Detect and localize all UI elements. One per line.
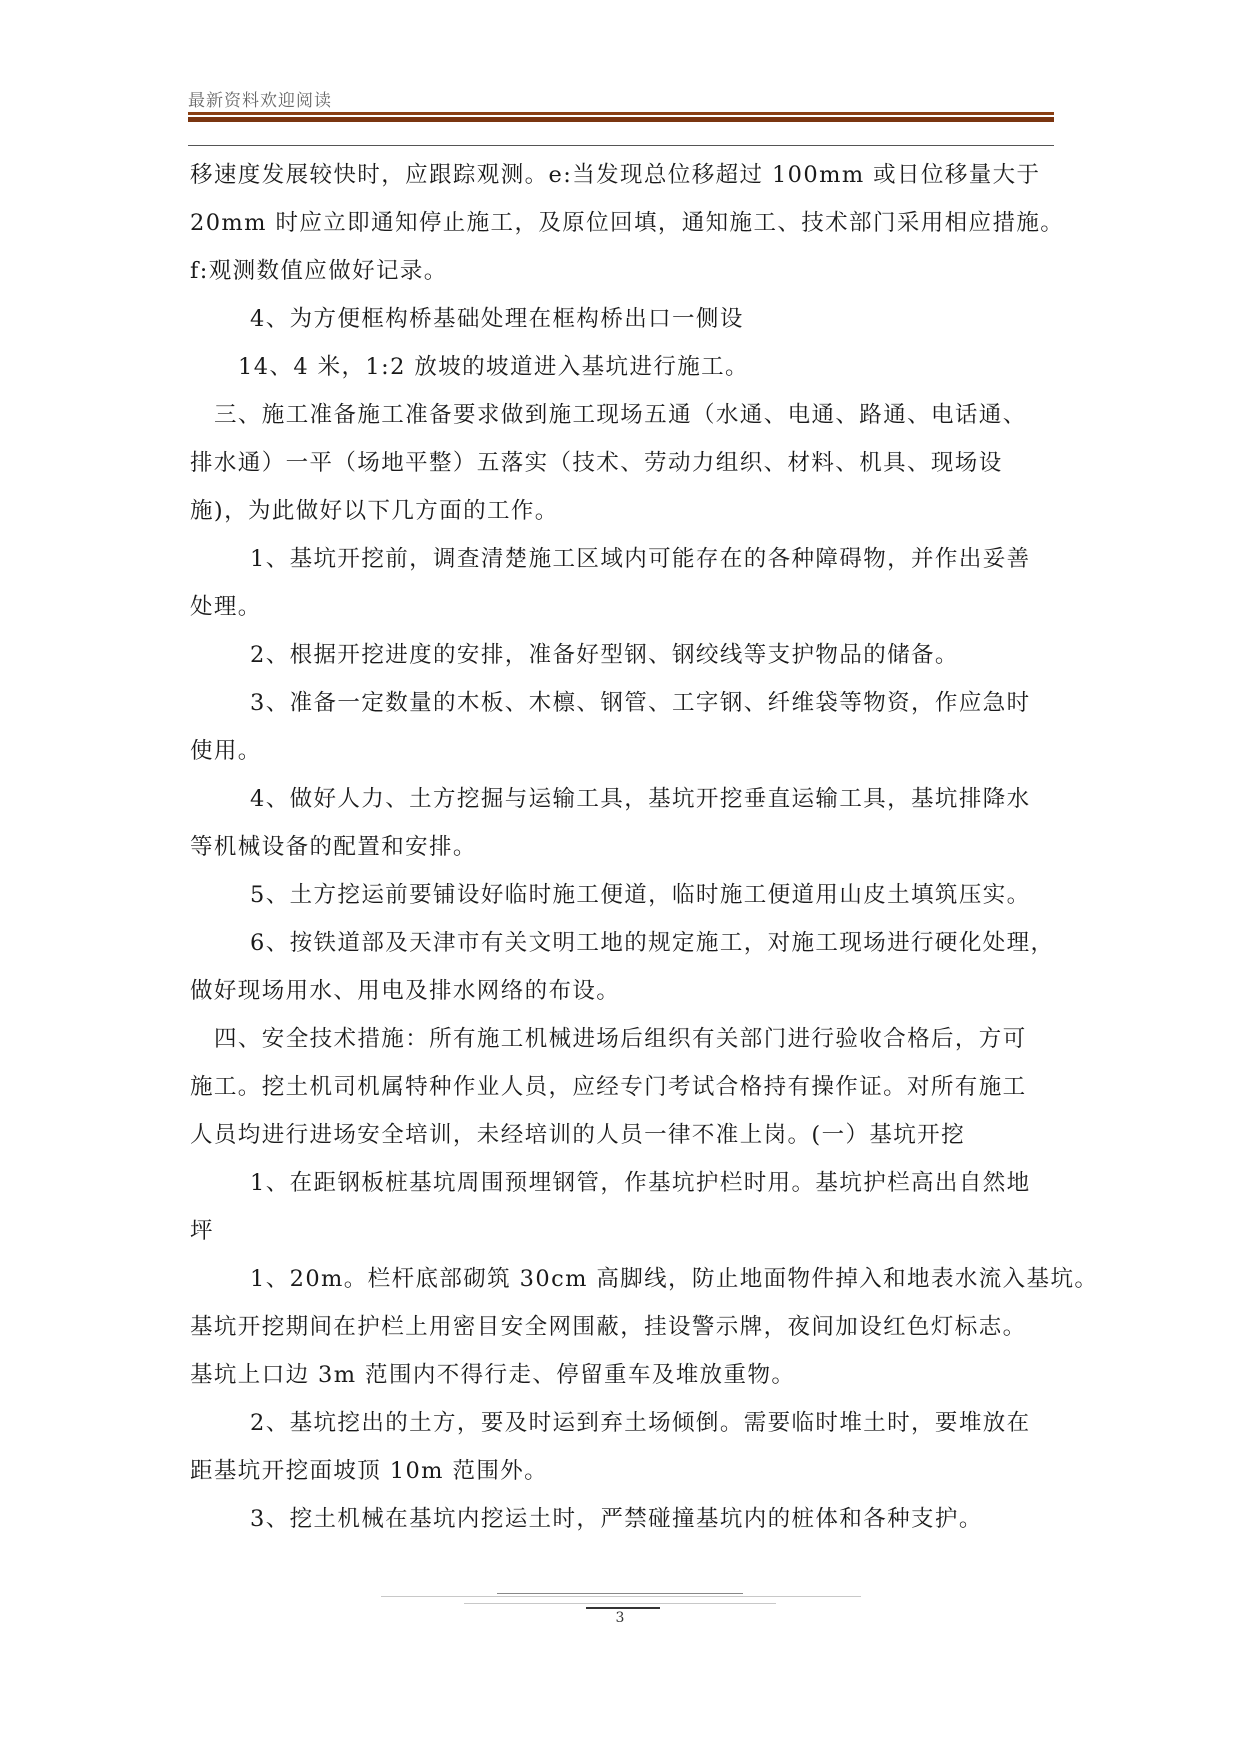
page-number: 3 (615, 1610, 625, 1626)
text-line: 基坑开挖期间在护栏上用密目安全网围蔽，挂设警示牌，夜间加设红色灯标志。 (190, 1314, 1027, 1340)
text-line: 2、基坑挖出的土方，要及时运到弃土场倾倒。需要临时堆土时，要堆放在 (250, 1410, 1031, 1436)
text-line: 距基坑开挖面坡顶 10m 范围外。 (190, 1458, 549, 1484)
header-rule-upper (188, 112, 1054, 115)
text-line: 等机械设备的配置和安排。 (190, 834, 477, 860)
text-line: 三、施工准备施工准备要求做到施工现场五通（水通、电通、路通、电话通、 (214, 402, 1027, 428)
footer-rule (497, 1593, 743, 1594)
text-line: 处理。 (190, 594, 262, 620)
text-line: 3、挖土机械在基坑内挖运土时，严禁碰撞基坑内的桩体和各种支护。 (250, 1506, 983, 1532)
text-line: f:观测数值应做好记录。 (190, 258, 448, 284)
header-rule-thin (188, 145, 1054, 146)
footer-rule (381, 1596, 861, 1597)
text-line: 2、根据开挖进度的安排，准备好型钢、钢绞线等支护物品的储备。 (250, 642, 959, 668)
text-line: 14、4 米，1:2 放坡的坡道进入基坑进行施工。 (238, 354, 749, 380)
text-line: 使用。 (190, 738, 262, 764)
text-line: 坪 (190, 1218, 214, 1244)
header-rule-lower (188, 117, 1054, 122)
text-line: 四、安全技术措施：所有施工机械进场后组织有关部门进行验收合格后，方可 (214, 1026, 1027, 1052)
text-line: 施工。挖土机司机属特种作业人员，应经专门考试合格持有操作证。对所有施工 (190, 1074, 1027, 1100)
text-line: 3、准备一定数量的木板、木檩、钢管、工字钢、纤维袋等物资，作应急时 (250, 690, 1031, 716)
text-line: 做好现场用水、用电及排水网络的布设。 (190, 978, 621, 1004)
text-line: 1、20m。栏杆底部砌筑 30cm 高脚线，防止地面物件掉入和地表水流入基坑。 (250, 1266, 1099, 1292)
text-line: 1、在距钢板桩基坑周围预埋钢管，作基坑护栏时用。基坑护栏高出自然地 (250, 1170, 1031, 1196)
text-line: 4、做好人力、土方挖掘与运输工具，基坑开挖垂直运输工具，基坑排降水 (250, 786, 1031, 812)
text-line: 1、基坑开挖前，调查清楚施工区域内可能存在的各种障碍物，并作出妥善 (250, 546, 1031, 572)
text-line: 移速度发展较快时，应跟踪观测。e:当发现总位移超过 100mm 或日位移量大于 (190, 162, 1041, 188)
text-line: 人员均进行进场安全培训，未经培训的人员一律不准上岗。(一）基坑开挖 (190, 1122, 965, 1148)
text-line: 20mm 时应立即通知停止施工，及原位回填，通知施工、技术部门采用相应措施。 (190, 210, 1065, 236)
text-line: 施)，为此做好以下几方面的工作。 (190, 498, 559, 524)
footer-rule (586, 1607, 660, 1609)
text-line: 6、按铁道部及天津市有关文明工地的规定施工，对施工现场进行硬化处理， (250, 930, 1055, 956)
text-line: 4、为方便框构桥基础处理在框构桥出口一侧设 (250, 306, 744, 332)
text-line: 5、土方挖运前要铺设好临时施工便道，临时施工便道用山皮土填筑压实。 (250, 882, 1031, 908)
header-text: 最新资料欢迎阅读 (188, 91, 332, 111)
text-line: 排水通）一平（场地平整）五落实（技术、劳动力组织、材料、机具、现场设 (190, 450, 1003, 476)
text-line: 基坑上口边 3m 范围内不得行走、停留重车及堆放重物。 (190, 1362, 796, 1388)
footer-rule (464, 1603, 776, 1604)
